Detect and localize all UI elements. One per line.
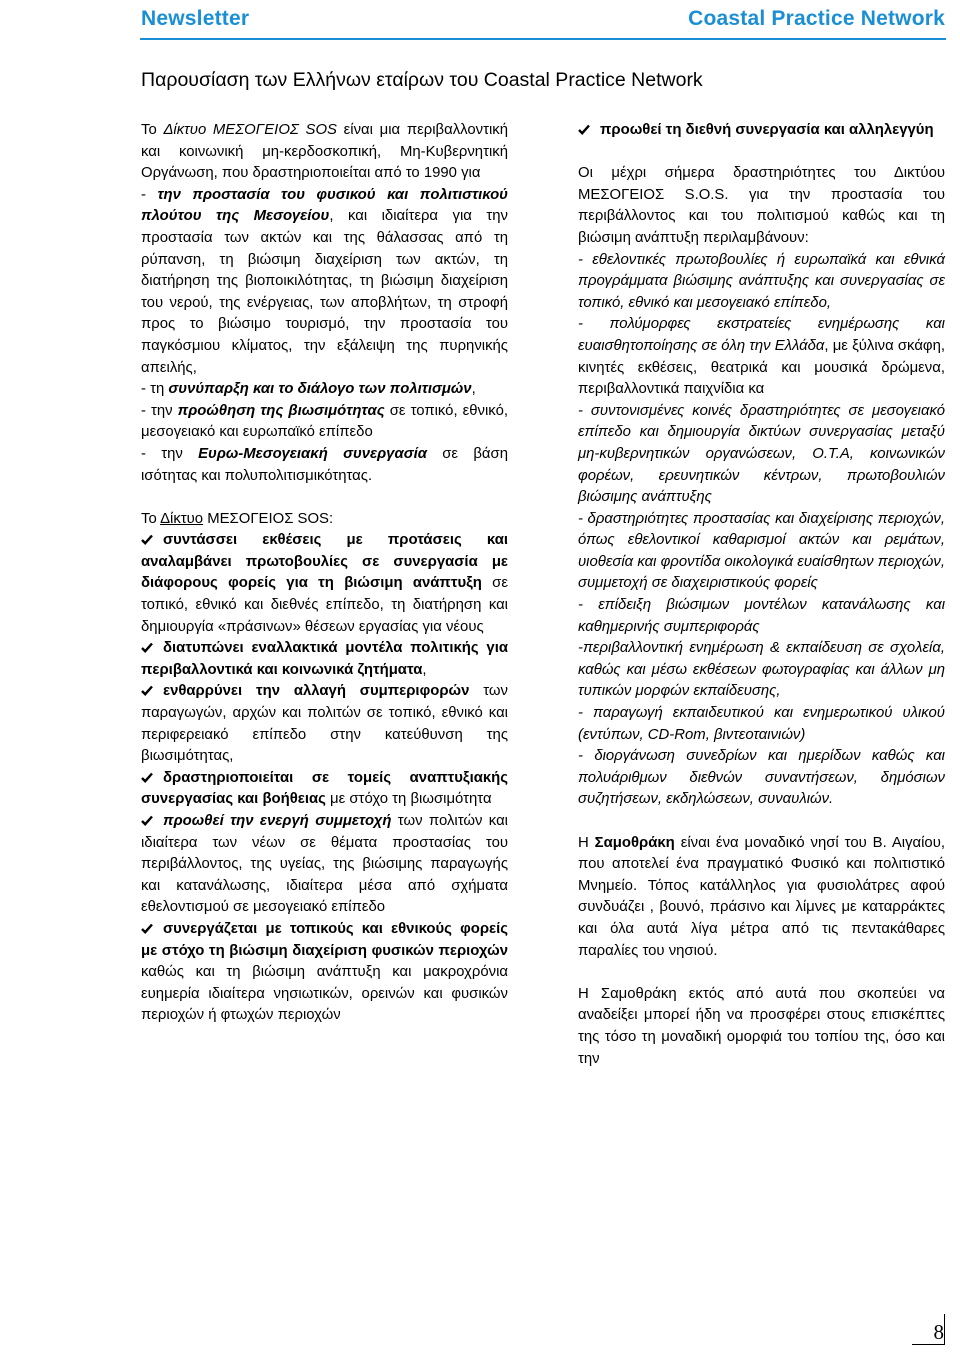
aim-sustainability (141, 401, 508, 444)
text-run: Η Σαμοθράκη εκτός από αυτά που σκοπεύει να αναδείξει μπορεί ήδη να προσφέρει στους επισκέπτες της τόσο τη μοναδική ομορφιά του τοπίου της, όσο και την (578, 985, 945, 1067)
text-run: σε τοπικό, εθνικό, μεσογειακό και ευρωπαϊκό επίπεδο (141, 402, 508, 441)
page-number-frame (912, 1314, 945, 1345)
bullet-behaviour (141, 681, 508, 767)
samothraki-2 (578, 984, 945, 1070)
bullet-participation (141, 811, 508, 919)
bullet-models (141, 638, 508, 681)
text-run: , (422, 661, 427, 678)
text-run: δραστηριοποιείται σε τομείς αναπτυξιακής συνεργασίας και βοήθειας (141, 769, 508, 808)
checkmark-bullet-icon (141, 640, 158, 654)
page-title: Παρουσίαση των Ελλήνων εταίρων του Coastal Practice Network (141, 69, 703, 91)
text-run: με στόχο τη βιωσιμότητα (325, 791, 492, 808)
text-run: -περιβαλλοντική ενημέρωση & εκπαίδευση σε σχολεία, καθώς και μέσω εκθέσεων φωτογραφίας και άλλων μη τυπικών μορφών εκπαίδευσης, (578, 640, 945, 700)
text-run: , με ξύλινα σκάφη, κινητές εκθέσεις, θεατρικά και μουσικά δρώμενα, περιβαλλοντικά παιχνίδια κα (578, 337, 945, 398)
checkmark-bullet-icon (141, 813, 158, 827)
text-run: των πολιτών και ιδιαίτερα των νέων σε θέματα προστασίας του περιβάλλοντος, της υγείας, της βιώσιμης παραγωγής και κατανάλωσης, ιδιαίτερα μέσα από σχήματα εθελοντισμού σε μεσογειακό επίπεδο (141, 813, 508, 916)
text-run: - συντονισμένες κοινές δραστηριότητες σε μεσογειακό επίπεδο και δημιουργία δικτύων συνεργασίας μεταξύ μη-κυβερνητικών οργανώσεων, Ο.Τ.Α, κοινωνικών φορέων, ερευνητικών κέντρων, πρωτοβουλιών βιώσιμης ανάπτυξης (578, 402, 945, 506)
checkmark-bullet-icon (578, 122, 595, 136)
text-run: Το (141, 122, 164, 138)
activity-volunteer (578, 250, 945, 315)
text-run: - εθελοντικές πρωτοβουλίες ή ευρωπαϊκά και εθνικά προγράμματα βιώσιμης ανάπτυξης και συνεργασίας σε τοπικό, εθνικό και μεσογειακό επίπεδο, (578, 251, 945, 311)
text-run: - την (141, 445, 199, 462)
activity-conferences (578, 746, 945, 811)
activity-education (578, 638, 945, 703)
text-run: συντάσσει εκθέσεις με προτάσεις και αναλαμβάνει πρωτοβουλίες σε συνεργασία με διάφορους φορείς για τη βιώσιμη ανάπτυξη (141, 532, 508, 592)
page-number: 8 (933, 1320, 944, 1344)
text-run: - (141, 186, 158, 203)
network-name-header: Coastal Practice Network (688, 7, 945, 30)
text-run: Η (578, 834, 595, 851)
aim-protection (141, 185, 508, 379)
text-run: - διοργάνωση συνεδρίων και ημερίδων καθώς και πολυάριθμων διεθνών συναντήσεων, δημόσιων συζητήσεων, εκδηλώσεων, συναυλιών. (578, 748, 945, 808)
activity-coastal (578, 509, 945, 595)
text-run: - δραστηριότητες προστασίας και διαχείρισης περιοχών, όπως εθελοντικοί καθαρισμοί ακτών και ρεμάτων, υιοθεσία και φροντίδα οικολογικά ευαίσθητων περιοχών, συμμετοχή σε διαχειριστικούς φορείς (578, 510, 945, 592)
text-run: είναι ένα μοναδικό νησί του Β. Αιγαίου, που αποτελεί ένα πραγματικό Φυσικό και πολιτιστικό Μνημείο. Τόπος κατάλληλος για φυσιολάτρες αφού συνδυάζει , βουνό, πράσινο και λίμνες με καταρράκτες και όλα αυτά λίγα μέτρα από τις πεντακάθαρες παραλίες του νησιού. (578, 834, 945, 959)
text-run: Ευρω-Μεσογειακή συνεργασία (198, 445, 427, 462)
text-run: προωθεί την ενεργή (163, 813, 316, 829)
text-run: συνύπαρξη και το διάλογο των πολιτισμών (168, 381, 472, 398)
network-intro (141, 509, 508, 531)
text-run: διατυπώνει εναλλακτικά μοντέλα πολιτικής για περιβαλλοντικά και κοινωνικά ζητήματα (141, 640, 508, 678)
samothraki-1 (578, 833, 945, 963)
paragraph-gap (578, 811, 945, 833)
activity-consumption (578, 595, 945, 638)
text-run: προώθηση της βιωσιμότητας (177, 402, 385, 419)
text-run: - πολύμορφες εκστρατείες ενημέρωσης και ευαισθητοποίησης σε όλη την Ελλάδα (578, 316, 945, 354)
text-run: ΜΕΣΟΓΕΙΟΣ SOS: (203, 510, 334, 527)
text-run: σε τοπικό, εθνικό και διεθνές επίπεδο, τη διατήρηση και δημιουργία «πράσινων» θέσεων εργασίας για νέους (141, 575, 509, 635)
aim-coexistence (141, 379, 508, 401)
bullet-development (141, 768, 508, 811)
text-run: Οι μέχρι σήμερα δραστηριότητες του Δικτύου ΜΕΣΟΓΕΙΟΣ S.O.S. για την προστασία του περιβάλλοντος και του πολιτισμού καθώς και τη βιώσιμη ανάπτυξη περιλαμβάνουν: (578, 165, 945, 246)
newsletter-label: Newsletter (141, 7, 250, 30)
activity-campaigns (578, 314, 945, 400)
bullet-cooperation (141, 919, 508, 1027)
checkmark-bullet-icon (141, 921, 158, 935)
text-run: των παραγωγών, αρχών και πολιτών σε τοπικό, εθνικό και περιφερειακό επίπεδο στην κατεύθυνση της βιωσιμότητας, (141, 683, 508, 765)
paragraph-gap (578, 962, 945, 984)
aim-euromed (141, 444, 508, 487)
right-column (578, 120, 945, 1070)
text-run: σε βάση ισότητας και πολυπολιτισμικότητας. (141, 445, 508, 484)
text-run: Δίκτυο ΜΕΣΟΓΕΙΟΣ SOS (163, 122, 337, 138)
activity-networks (578, 401, 945, 509)
text-run: ενθαρρύνει την αλλαγή συμπεριφορών (163, 683, 470, 700)
text-run: Σαμοθράκη (594, 834, 675, 851)
text-run: - επίδειξη βιώσιμων μοντέλων κατανάλωσης και καθημερινής συμπεριφοράς (578, 597, 945, 635)
text-run: καθώς και τη βιώσιμη ανάπτυξη και μακροχρόνια ευημερία ιδιαίτερα νησιωτικών, ορεινών και φυσικών περιοχών ή φτωχών περιοχών (141, 964, 508, 1024)
header-rule (140, 38, 946, 40)
paragraph-gap (578, 142, 945, 164)
text-run: προωθεί τη διεθνή συνεργασία και αλληλεγγύη (600, 122, 934, 138)
activity-material (578, 703, 945, 746)
intro-paragraph (141, 120, 508, 185)
checkmark-bullet-icon (141, 770, 158, 784)
left-column (141, 120, 508, 1027)
text-run: Το (141, 510, 161, 527)
activities-intro (578, 163, 945, 249)
bullet-reports (141, 530, 508, 638)
checkmark-bullet-icon (141, 532, 158, 546)
text-run: είναι μια περιβαλλοντική και κοινωνική μη-κερδοσκοπική, Μη-Κυβερνητική Οργάνωση, που δραστηριοποιείται από το 1990 για (141, 122, 509, 182)
text-run: - τη (141, 381, 169, 398)
text-run: Δίκτυο (160, 510, 204, 527)
text-run: - παραγωγή εκπαιδευτικού και ενημερωτικού υλικού (εντύπων, CD-Rom, βιντεοταινιών) (578, 705, 945, 743)
text-run: την προστασία του φυσικού και πολιτιστικού πλούτου της Μεσογείου (141, 186, 508, 225)
bullet-international (578, 120, 945, 142)
text-run: , και ιδιαίτερα για την προστασία των ακτών και της θάλασσας από τη ρύπανση, τη βιώσιμη διαχείριση των ακτών, τη διατήρηση της βιοποικιλότητας, τη βιώσιμη διαχείριση του νερού, της ενέργειας, των αποβλήτων, τη στροφή προς το βιώσιμο τουρισμό, την προστασία του παγκόσμιου κλίματος, την εξάλειψη της πυρηνικής απειλής, (141, 208, 508, 376)
text-run: συνεργάζεται με τοπικούς και εθνικούς φορείς με στόχο τη βιώσιμη διαχείριση φυσικών περιοχών (141, 920, 508, 959)
paragraph-gap (141, 487, 508, 509)
checkmark-bullet-icon (141, 683, 158, 697)
text-run: συμμετοχή (315, 813, 392, 829)
text-run: , (471, 381, 476, 398)
text-run: - την (141, 402, 178, 419)
